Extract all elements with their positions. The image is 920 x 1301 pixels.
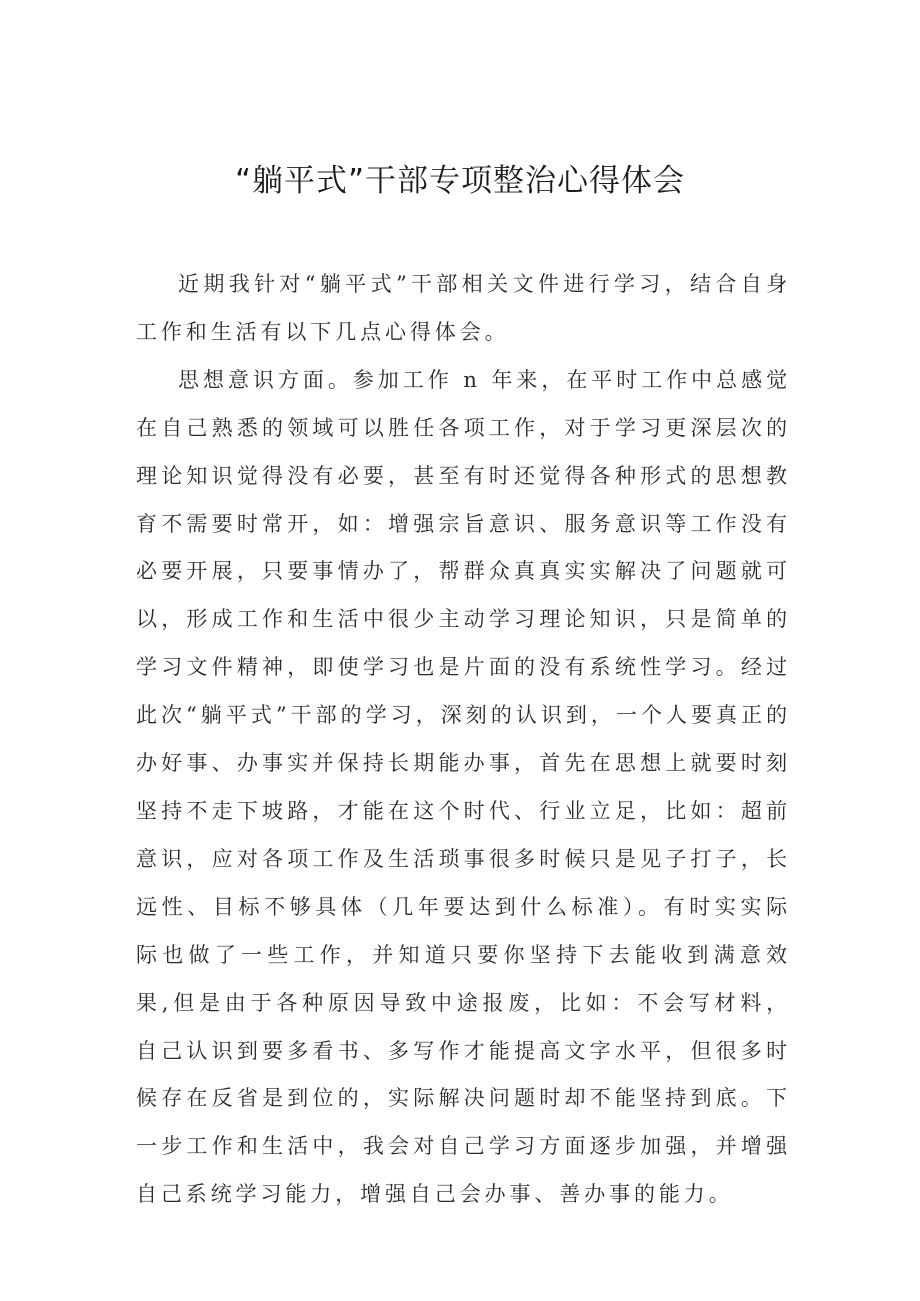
paragraph-intro: 近期我针对“躺平式”干部相关文件进行学习，结合自身工作和生活有以下几点心得体会。 (136, 272, 791, 344)
document-title: “躺平式”干部专项整治心得体会 (234, 163, 686, 199)
document-body (136, 261, 791, 1219)
paragraph-ideology: 思想意识方面。参加工作 n 年来，在平时工作中总感觉在自己熟悉的领域可以胜任各项工作，对于学习更深层次的理论知识觉得没有必要，甚至有时还觉得各种形式的思想教育不需要时常开，如：增强宗旨意识、服务意识等工作没有必要开展，只要事情办了，帮群众真真实实解决了问题就可以，形成工作和生活中很少主动学习理论知识，只是简单的学习文件精神，即使学习也是片面的没有系统性学习。经过此次“躺平式”干部的学习，深刻的认识到，一个人要真正的办好事、办事实并保持长期能办事，首先在思想上就要时刻坚持不走下坡路，才能在这个时代、行业立足，比如：超前意识，应对各项工作及生活琐事很多时候只是见子打子，长远性、目标不够具体（几年要达到什么标准）。有时实实际际也做了一些工作，并知道只要你坚持下去能收到满意效果,但是由于各种原因导致中途报废，比如：不会写材料，自己认识到要多看书、多写作才能提高文字水平，但很多时候存在反省是到位的，实际解决问题时却不能坚持到底。下一步工作和生活中，我会对自己学习方面逐步加强，并增强自己系统学习能力，增强自己会办事、善办事的能力。 (136, 367, 791, 1207)
